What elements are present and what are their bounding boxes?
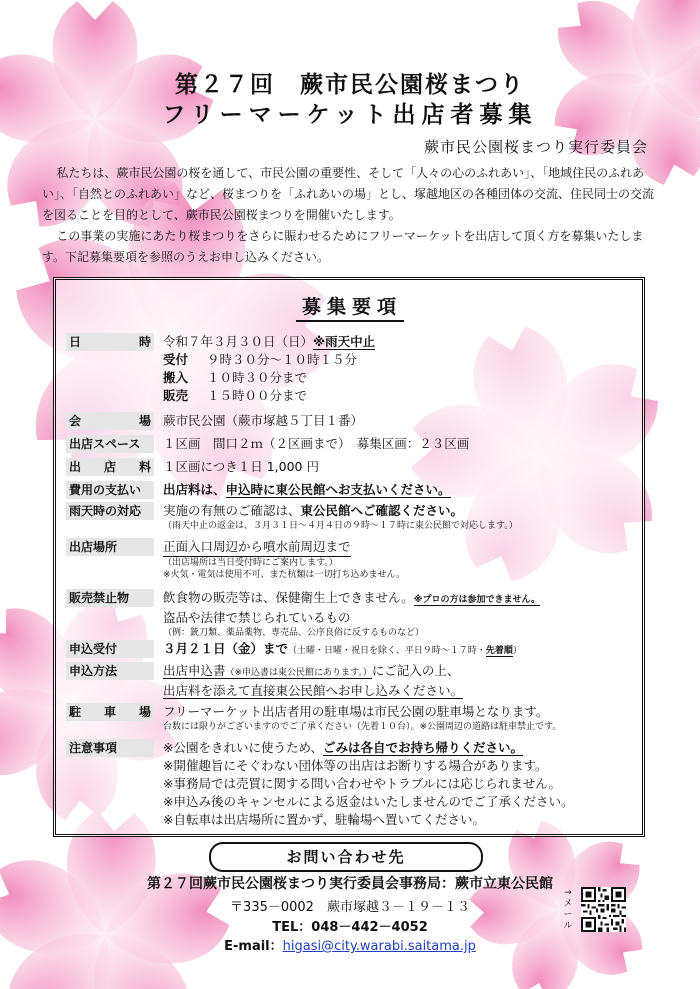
value-notes	[163, 739, 643, 829]
value-location: 正面入口周辺から噴水前周辺まで （出店場所は当日受付時にご案内します。） ※火気・電気は使用不可、また杭類は一切打ち込めません。	[163, 539, 406, 580]
value-payment: 出店料は、申込時に東公民館へお支払いください。	[163, 482, 451, 497]
label-method: 申込方法	[66, 662, 154, 680]
label-fee: 出 店 料	[66, 458, 154, 476]
notes-item: ※事務局では売買に関する問い合わせやトラブルには応じられません。	[163, 776, 561, 791]
value-fee: １区画につき１日 1,000 円	[163, 459, 319, 474]
contact-email-label: E-mail：	[224, 939, 283, 954]
notes-item: ※申込み後のキャンセルによる返金はいたしませんのでご了承ください。	[163, 794, 574, 809]
recruitment-box-title: 募集要項	[0, 292, 700, 319]
qr-note: →メール	[563, 888, 573, 931]
label-location: 出店場所	[66, 538, 154, 556]
intro-text	[42, 163, 662, 268]
label-parking: 駐 車 場	[66, 703, 154, 721]
contact-email-link[interactable]: higasi@city.warabi.saitama.jp	[282, 939, 476, 954]
label-space: 出店スペース	[66, 435, 154, 453]
value-date: 令和７年３月３０日（日）※雨天中止 受付 ９時３０分～１０時１５分 搬入 １０時３０分まで 販売 １５時００分まで	[163, 334, 376, 403]
page-title-line2: フリーマーケット出店者募集	[162, 102, 538, 128]
label-deadline: 申込受付	[66, 640, 154, 658]
notes-item: ※自転車は出店場所に置かず、駐輪場へ置いてください。	[163, 812, 485, 827]
label-prohibited: 販売禁止物	[66, 589, 154, 607]
notes-item: ※開催趣旨にそぐわない団体等の出店はお断りする場合があります。	[163, 758, 548, 773]
value-space: １区画 間口２ｍ（２区画まで） 募集区画：２３区画	[163, 436, 470, 451]
label-date: 日 時	[66, 333, 154, 351]
label-rain-policy: 雨天時の対応	[66, 502, 154, 520]
value-venue: 蕨市民公園（蕨市塚越５丁目１番）	[163, 413, 364, 428]
value-parking: フリーマーケット出店者用の駐車場は市民公園の駐車場となります。 台数には限りがございますのでご了承ください（先着１０台）。※公園周辺の道路は駐車禁止です。	[163, 704, 562, 732]
value-deadline: ３月２１日（金）まで（土曜・日曜・祝日を除く、平日９時～１７時・先着順）	[163, 641, 522, 656]
label-payment: 費用の支払い	[66, 481, 154, 499]
value-prohibited: 飲食物の販売等は、保健衛生上できません。※プロの方は参加できません。 盗品や法律で禁じられているもの （例：銃刀類、薬品薬物、専売品、公序良俗に反するものなど）	[163, 590, 541, 638]
contact-email-line	[0, 935, 700, 954]
intro-paragraph-1: 私たちは、蕨市民公園の桜を通して、市民公園の重要性、そして「人々の心のふれあい」、「地域住民のふれあい」、「自然とのふれあい」など、桜まつりを「ふれあいの場」とし、塚越地区の各種団体の交流、住民同士の交流を図ることを目的として、蕨市民公園桜まつりを開催いたします。	[42, 166, 655, 222]
organizer-name: 蕨市民公園桜まつり実行委員会	[423, 138, 648, 156]
qr-code-icon[interactable]	[581, 887, 626, 932]
label-venue: 会 場	[66, 412, 154, 430]
intro-paragraph-2: この事業の実施にあたり桜まつりをさらに賑わせるためにフリーマーケットを出店して頂く方を募集いたします。下記募集要項を参照のうえお申し込みください。	[42, 229, 644, 264]
value-method: 出店申込書（※申込書は東公民館にあります。）にご記入の上、 出店料を添えて直接東公民館へお申し込みください。	[163, 663, 464, 698]
contact-address: 〒335－0002 蕨市塚越３－１９－１３	[230, 900, 470, 915]
label-notes: 注意事項	[66, 739, 154, 757]
contact-tel: TEL：048－442－4052	[272, 920, 428, 935]
page-title-line1: 第２７回 蕨市民公園桜まつり	[175, 72, 525, 98]
contact-heading: お問い合わせ先	[209, 842, 483, 872]
value-rain-policy: 実施の有無のご確認は、東公民館へご確認ください。 （雨天中止の返金は、３月３１日～４月４日の９時～１７時に東公民館で対応します。）	[163, 503, 518, 531]
notes-item: ※公園をきれいに使うため、ごみは各自でお持ち帰りください。	[163, 740, 523, 755]
contact-office: 第２７回蕨市民公園桜まつり実行委員会事務局：蕨市立東公民館	[147, 876, 553, 892]
